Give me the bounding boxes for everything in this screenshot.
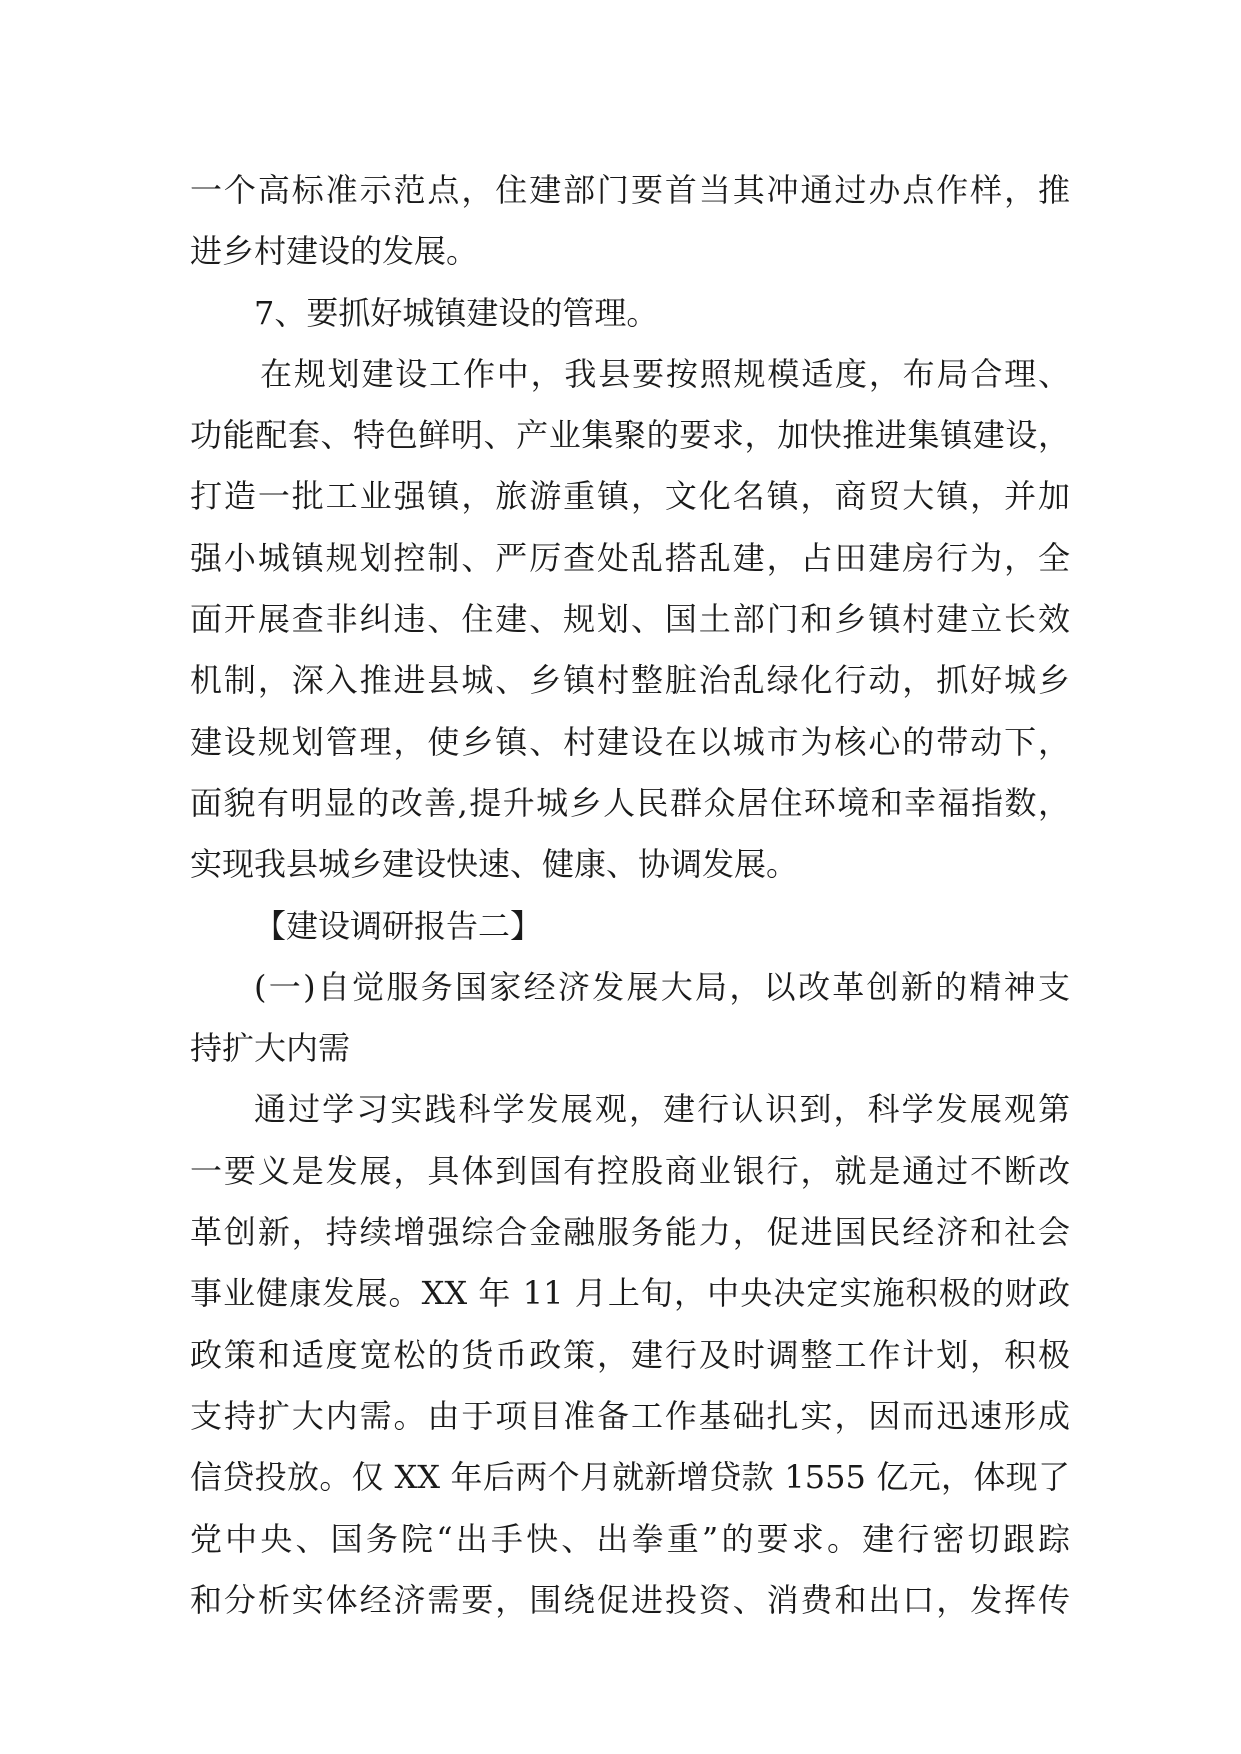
- text-line: 信贷投放。仅 XX 年后两个月就新增贷款 1555 亿元，体现了: [190, 1458, 1070, 1497]
- text-line: 政策和适度宽松的货币政策，建行及时调整工作计划，积极: [190, 1335, 1070, 1374]
- text-line: 党中央、国务院“出手快、出拳重”的要求。建行密切跟踪: [190, 1519, 1070, 1558]
- subsection-heading: (一)自觉服务国家经济发展大局，以改革创新的精神支: [254, 967, 1070, 1006]
- text-line: 事业健康发展。XX 年 11 月上旬，中央决定实施积极的财政: [190, 1274, 1070, 1313]
- text-line: 面貌有明显的改善,提升城乡人民群众居住环境和幸福指数，: [190, 783, 1070, 822]
- text-line: 功能配套、特色鲜明、产业集聚的要求，加快推进集镇建设，: [190, 416, 1070, 455]
- subsection-heading-cont: 持扩大内需: [190, 1029, 351, 1068]
- text-line: 在规划建设工作中，我县要按照规模适度，布局合理、: [260, 354, 1070, 393]
- text-line: 实现我县城乡建设快速、健康、协调发展。: [190, 845, 799, 884]
- text-line: 一要义是发展，具体到国有控股商业银行，就是通过不断改: [190, 1151, 1070, 1190]
- text-line: 通过学习实践科学发展观，建行认识到，科学发展观第: [254, 1090, 1070, 1129]
- text-line: 支持扩大内需。由于项目准备工作基础扎实，因而迅速形成: [190, 1396, 1070, 1435]
- text-line: 革创新，持续增强综合金融服务能力，促进国民经济和社会: [190, 1213, 1070, 1252]
- document-body: [190, 160, 1070, 1631]
- text-line: 一个高标准示范点，住建部门要首当其冲通过办点作样，推: [190, 171, 1070, 209]
- section-heading: 7、要抓好城镇建设的管理。: [254, 293, 659, 332]
- text-line: 打造一批工业强镇，旅游重镇，文化名镇，商贸大镇，并加: [190, 477, 1070, 516]
- report-title: 【建设调研报告二】: [254, 906, 543, 945]
- text-line: 强小城镇规划控制、严厉查处乱搭乱建，占田建房行为，全: [190, 538, 1070, 577]
- text-line: 面开展查非纠违、住建、规划、国土部门和乡镇村建立长效: [190, 600, 1070, 639]
- text-line: 和分析实体经济需要，围绕促进投资、消费和出口，发挥传: [190, 1580, 1070, 1619]
- text-line: 建设规划管理，使乡镇、村建设在以城市为核心的带动下，: [190, 722, 1070, 761]
- text-line: 进乡村建设的发展。: [190, 232, 479, 271]
- text-line: 机制，深入推进县城、乡镇村整脏治乱绿化行动，抓好城乡: [190, 661, 1070, 700]
